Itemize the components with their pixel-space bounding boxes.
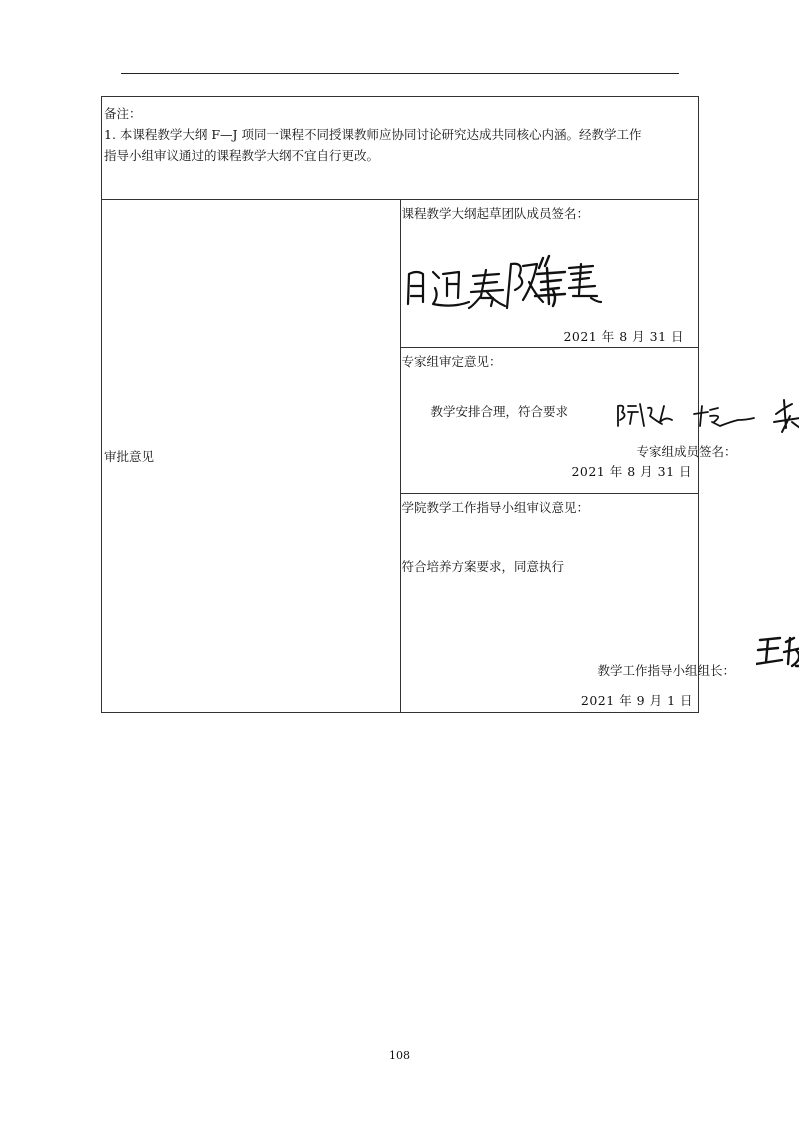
expert-member-label: 专家组成员签名： bbox=[636, 444, 737, 459]
remarks-cell bbox=[102, 97, 699, 200]
page-number: 108 bbox=[389, 1049, 410, 1062]
college-opinion: 符合培养方案要求，同意执行 bbox=[401, 559, 565, 574]
approval-label-cell bbox=[102, 200, 401, 713]
expert-review-cell bbox=[400, 348, 737, 494]
remarks-line-1: 1. 本课程教学大纲 F—J 项同一课程不同授课教师应协同讨论研究达成共同核心内涵。经教学工作 bbox=[104, 127, 642, 142]
drafting-date: 2021 年 8 月 31 日 bbox=[563, 329, 684, 344]
college-leader-label: 教学工作指导小组组长： bbox=[597, 663, 736, 678]
college-title: 学院教学工作指导小组审议意见： bbox=[401, 500, 590, 515]
remarks-line-2: 指导小组审议通过的课程教学大纲不宜自行更改。 bbox=[104, 148, 380, 163]
expert-date: 2021 年 8 月 31 日 bbox=[571, 464, 692, 479]
drafting-signature-cell bbox=[400, 200, 699, 348]
expert-opinion: 教学安排合理，符合要求 bbox=[430, 404, 569, 419]
college-review-cell bbox=[400, 494, 736, 713]
drafting-row bbox=[102, 200, 699, 348]
drafting-title: 课程教学大纲起草团队成员签名： bbox=[401, 206, 590, 221]
handwritten-signature-experts bbox=[614, 392, 799, 442]
expert-title: 专家组审定意见： bbox=[401, 354, 502, 369]
remarks-row bbox=[102, 97, 699, 200]
college-leader-signature bbox=[756, 634, 799, 677]
header-rule bbox=[121, 73, 679, 74]
drafting-team-signatures bbox=[403, 244, 603, 317]
handwritten-signature-drafting bbox=[403, 244, 603, 314]
college-date: 2021 年 9 月 1 日 bbox=[580, 693, 693, 708]
handwritten-signature-leader bbox=[756, 634, 799, 674]
remarks-title: 备注： bbox=[104, 106, 142, 121]
expert-signatures bbox=[614, 392, 799, 445]
approval-form-table bbox=[101, 96, 737, 713]
approval-label: 审批意见 bbox=[104, 449, 155, 464]
